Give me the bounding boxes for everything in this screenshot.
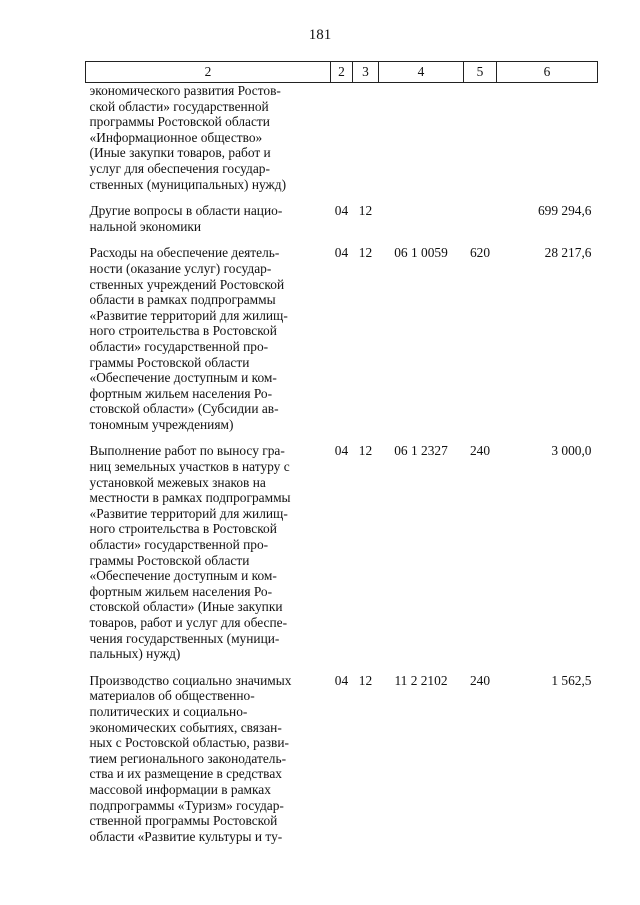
row-amount: 1 562,5	[551, 672, 592, 688]
row-name-line: тием регионального законодатель-	[89, 750, 287, 766]
table-row	[86, 245, 598, 443]
row-amount: 28 217,6	[544, 245, 592, 261]
row-target-article: 11 2 2102	[394, 672, 448, 688]
row-name-line: нальной экономики	[89, 218, 202, 234]
row-target-article	[379, 203, 464, 245]
row-name-line: области в рамках подпрограммы	[89, 292, 276, 308]
row-name-line: ства и их размещение в средствах	[89, 766, 282, 782]
header-col-name: 2	[86, 62, 331, 83]
row-name-line: стовской области» (Иные закупки	[89, 599, 283, 615]
row-name-line: чения государственных (муници-	[89, 630, 280, 646]
header-row	[86, 62, 598, 83]
row-name-line: стовской области» (Субсидии ав-	[89, 401, 279, 417]
row-name	[86, 83, 331, 204]
page-number: 181	[308, 27, 332, 43]
row-amount: 3 000,0	[551, 443, 592, 459]
row-name-line: Производство социально значимых	[89, 672, 292, 688]
header-col-section: 2	[331, 62, 353, 83]
row-name-line: Другие вопросы в области нацио-	[89, 203, 283, 219]
row-name-line: области «Развитие культуры и ту-	[89, 828, 283, 844]
row-expense-type	[464, 83, 497, 204]
row-name-line: программы Ростовской области	[89, 114, 270, 130]
row-amount: 699 294,6	[537, 203, 592, 219]
table-body	[86, 83, 598, 856]
table-row	[86, 203, 598, 245]
row-expense-type: 620	[469, 245, 491, 261]
row-section	[331, 83, 353, 204]
row-name-line: «Обеспечение доступным и ком-	[89, 370, 277, 386]
row-name-line: фортным жильем населения Ро-	[89, 583, 273, 599]
row-amount	[497, 83, 598, 204]
row-name-line: фортным жильем населения Ро-	[89, 385, 273, 401]
row-name-line: услуг для обеспечения государ-	[89, 160, 270, 176]
header-col-target-article: 4	[379, 62, 464, 83]
header-col-amount: 6	[497, 62, 598, 83]
row-name-line: экономических событиях, связан-	[89, 719, 282, 735]
row-expense-type: 240	[469, 672, 491, 688]
row-name-line: Расходы на обеспечение деятель-	[89, 245, 280, 261]
row-name	[86, 245, 331, 443]
row-name-line: ных с Ростовской областью, разви-	[89, 735, 289, 751]
row-name-line: «Информационное общество»	[89, 129, 263, 145]
row-name-line: массовой информации в рамках	[89, 781, 271, 797]
row-target-article: 06 1 0059	[394, 245, 448, 261]
row-expense-type: 240	[469, 443, 491, 459]
row-name-line: пальных) нужд)	[89, 646, 181, 662]
row-name-line: граммы Ростовской области	[89, 552, 250, 568]
row-name-line: ственных учреждений Ростовской	[89, 276, 285, 292]
row-name	[86, 203, 331, 245]
header-col-expense-type: 5	[464, 62, 497, 83]
row-name-line: местности в рамках подпрограммы	[89, 490, 291, 506]
table-row	[86, 83, 598, 204]
row-subsection	[353, 83, 379, 204]
table-row	[86, 673, 598, 856]
row-expense-type	[464, 203, 497, 245]
row-name-line: «Обеспечение доступным и ком-	[89, 568, 277, 584]
row-name-line: области» государственной про-	[89, 537, 269, 553]
row-name	[86, 443, 331, 672]
row-name-line: материалов об общественно-	[89, 688, 255, 704]
row-name	[86, 673, 331, 856]
row-section: 04	[334, 672, 349, 688]
row-subsection: 12	[358, 245, 373, 261]
row-name-line: установкой межевых знаков на	[89, 474, 266, 490]
row-target-article: 06 1 2327	[394, 443, 448, 459]
row-target-article	[379, 83, 464, 204]
header-col-subsection: 3	[353, 62, 379, 83]
row-name-line: тономным учреждениям)	[89, 416, 234, 432]
row-name-line: граммы Ростовской области	[89, 354, 250, 370]
row-section: 04	[334, 245, 349, 261]
row-subsection: 12	[358, 443, 373, 459]
row-subsection: 12	[358, 672, 373, 688]
row-name-line: «Развитие территорий для жилищ-	[89, 307, 288, 323]
row-name-line: ской области» государственной	[89, 98, 269, 114]
row-name-line: товаров, работ и услуг для обеспе-	[89, 615, 288, 630]
row-name-line: ственной программы Ростовской	[89, 813, 278, 829]
row-name-line: ного строительства в Ростовской	[89, 323, 277, 339]
row-name-line: (Иные закупки товаров, работ и	[89, 145, 271, 161]
table-row	[86, 443, 598, 672]
row-name-line: экономического развития Ростов-	[89, 83, 281, 98]
row-section: 04	[334, 443, 349, 459]
row-name-line: ственных (муниципальных) нужд)	[89, 176, 287, 192]
row-name-line: ности (оказание услуг) государ-	[89, 260, 272, 276]
row-section: 04	[334, 203, 349, 219]
row-name-line: «Развитие территорий для жилищ-	[89, 505, 288, 521]
budget-table	[85, 61, 598, 855]
row-name-line: политических и социально-	[89, 703, 248, 719]
row-name-line: Выполнение работ по выносу гра-	[89, 443, 285, 459]
row-subsection: 12	[358, 203, 373, 219]
row-name-line: ниц земельных участков в натуру с	[89, 459, 290, 475]
row-name-line: области» государственной про-	[89, 338, 269, 354]
row-name-line: ного строительства в Ростовской	[89, 521, 277, 537]
row-name-line: подпрограммы «Туризм» государ-	[89, 797, 284, 813]
